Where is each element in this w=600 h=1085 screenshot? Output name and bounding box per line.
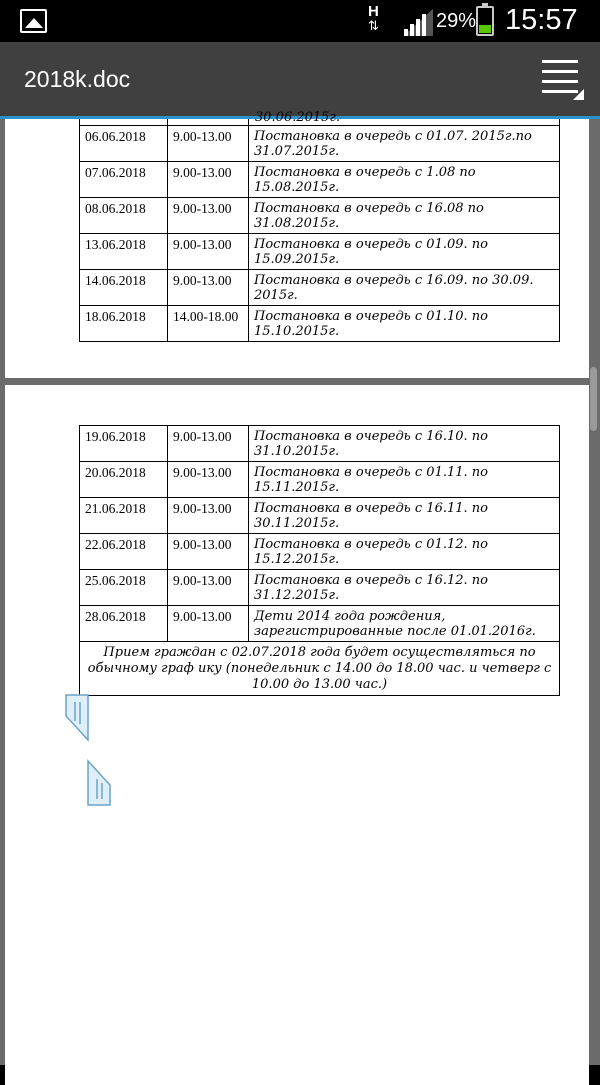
table-row: [80, 570, 560, 606]
date-cell: 21.06.2018: [80, 498, 168, 534]
table-row: [80, 306, 560, 342]
cut-off-row: 30.06.2015г.: [79, 119, 560, 125]
menu-icon[interactable]: [538, 56, 584, 100]
document-viewport[interactable]: [0, 110, 600, 1065]
time-cell: 9.00-13.00: [168, 498, 249, 534]
description-cell: Постановка в очередь с 01.11. по 15.11.2015г.: [249, 462, 560, 498]
date-cell: 18.06.2018: [80, 306, 168, 342]
time-cell: 9.00-13.00: [168, 198, 249, 234]
table-row: [80, 498, 560, 534]
date-cell: 28.06.2018: [80, 606, 168, 642]
table-row: [80, 462, 560, 498]
time-cell: 9.00-13.00: [168, 270, 249, 306]
table-row: [80, 162, 560, 198]
table-row: [80, 534, 560, 570]
table-row-note: [80, 642, 560, 696]
signal-icon: [403, 9, 433, 36]
date-cell: 14.06.2018: [80, 270, 168, 306]
date-cell: 19.06.2018: [80, 426, 168, 462]
network-type: H: [368, 3, 379, 20]
description-cell: Постановка в очередь с 01.10. по 15.10.2015г.: [249, 306, 560, 342]
table-row: [80, 270, 560, 306]
date-cell: 13.06.2018: [80, 234, 168, 270]
description-cell: Постановка в очередь с 16.11. по 30.11.2015г.: [249, 498, 560, 534]
description-cell: Постановка в очередь с 1.08 по 15.08.2015г.: [249, 162, 560, 198]
selection-start-handle-icon[interactable]: [65, 694, 91, 742]
table-row: [80, 606, 560, 642]
description-cell: Дети 2014 года рождения, зарегистрированные после 01.01.2016г.: [249, 606, 560, 642]
description-cell: Постановка в очередь с 01.09. по 15.09.2015г.: [249, 234, 560, 270]
table-row: [80, 426, 560, 462]
description-cell: Постановка в очередь с 16.09. по 30.09. 2015г.: [249, 270, 560, 306]
time-cell: 9.00-13.00: [168, 462, 249, 498]
document-title: 2018k.doc: [24, 66, 131, 92]
vertical-scrollbar[interactable]: [590, 367, 597, 431]
time-cell: 9.00-13.00: [168, 426, 249, 462]
schedule-note: Прием граждан с 02.07.2018 года будет осуществляться по обычному граф ику (понедельник с 14.00 до 18.00 час. и четверг с 10.00 до 13.00 час.): [80, 642, 560, 696]
schedule-table-page-2: [79, 425, 560, 696]
clock: 15:57: [505, 4, 578, 36]
table-row: [80, 234, 560, 270]
description-cell: Постановка в очередь с 01.12. по 15.12.2015г.: [249, 534, 560, 570]
selection-end-handle-icon[interactable]: [87, 759, 113, 807]
description-cell: Постановка в очередь с 16.10. по 31.10.2015г.: [249, 426, 560, 462]
time-cell: 9.00-13.00: [168, 534, 249, 570]
time-cell: 9.00-13.00: [168, 234, 249, 270]
time-cell: 9.00-13.00: [168, 606, 249, 642]
battery-icon: [476, 6, 494, 36]
date-cell: 06.06.2018: [80, 126, 168, 162]
date-cell: 20.06.2018: [80, 462, 168, 498]
date-cell: 07.06.2018: [80, 162, 168, 198]
battery-percent: 29%: [436, 10, 477, 32]
description-cell: Постановка в очередь с 01.07. 2015г.по 31.07.2015г.: [249, 126, 560, 162]
date-cell: 22.06.2018: [80, 534, 168, 570]
document-page-2: [5, 385, 589, 1085]
document-page-1: [5, 110, 589, 378]
time-cell: 14.00-18.00: [168, 306, 249, 342]
description-cell: Постановка в очередь с 16.12. по 31.12.2015г.: [249, 570, 560, 606]
date-cell: 08.06.2018: [80, 198, 168, 234]
data-activity-icon: ⇅: [368, 19, 379, 34]
status-bar: [0, 0, 600, 42]
table-row: [80, 198, 560, 234]
time-cell: 9.00-13.00: [168, 162, 249, 198]
table-row: [80, 126, 560, 162]
schedule-table-page-1: [79, 125, 560, 342]
gallery-notification-icon: [20, 9, 47, 33]
description-cell: Постановка в очередь с 16.08 по 31.08.2015г.: [249, 198, 560, 234]
time-cell: 9.00-13.00: [168, 570, 249, 606]
app-bar: [0, 42, 600, 116]
time-cell: 9.00-13.00: [168, 126, 249, 162]
date-cell: 25.06.2018: [80, 570, 168, 606]
